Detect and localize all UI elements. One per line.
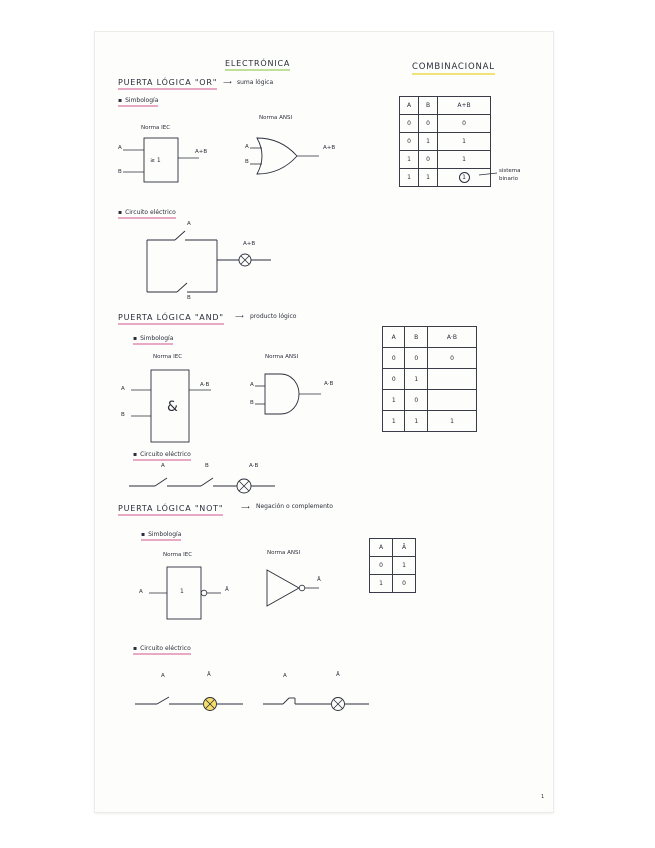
and-iec-function: & [167, 399, 178, 415]
and-truth-table [382, 326, 477, 432]
not-circuit-b-switch: A [283, 673, 287, 679]
or-tt-cell: 0 [400, 115, 419, 133]
or-iec-input-b: B [118, 169, 122, 175]
and-tt-cell [428, 369, 477, 390]
or-ansi-label: Norma ANSI [259, 115, 293, 121]
and-tt-header: A·B [428, 327, 477, 348]
and-ansi-input-b: B [250, 400, 254, 406]
and-section-title: PUERTA LÓGICA "AND" [118, 314, 224, 325]
not-circuit-a-output: Ā [207, 672, 211, 678]
or-tt-cell: 0 [418, 151, 437, 169]
and-tt-cell: 1 [405, 411, 428, 432]
and-iec-label: Norma IEC [153, 354, 183, 360]
not-meaning: Negación o complemento [256, 503, 333, 510]
not-circuit-diagram-b [263, 690, 375, 714]
not-ansi-output: Ā [317, 577, 321, 583]
not-iec-function: 1 [180, 588, 184, 595]
or-circuit-output: A+B [243, 241, 256, 247]
and-ansi-symbol [251, 370, 334, 420]
and-tt-cell: 0 [405, 390, 428, 411]
and-ansi-label: Norma ANSI [265, 354, 299, 360]
or-circuit-switch-a: A [187, 221, 191, 227]
not-arrow: ⟶ [241, 504, 250, 511]
or-section-title: PUERTA LÓGICA "OR" [118, 79, 217, 90]
and-arrow: ⟶ [235, 313, 244, 320]
or-ansi-output: A+B [323, 145, 336, 151]
or-tt-cell: 1 [400, 151, 419, 169]
and-tt-header: A [383, 327, 405, 348]
and-tt-cell: 1 [428, 411, 477, 432]
and-tt-cell: 1 [383, 411, 405, 432]
or-circuit-title: ▪ Circuito eléctrico [118, 210, 176, 219]
not-iec-symbol [145, 565, 235, 625]
not-iec-label: Norma IEC [163, 552, 193, 558]
and-simbologia: ▪ Simbología [133, 336, 173, 345]
or-tt-cell: 0 [438, 115, 491, 133]
page-title: ELECTRÓNICA [225, 60, 290, 71]
or-note-arrow [479, 170, 499, 180]
or-tt-cell: 1 [418, 169, 437, 187]
and-iec-output: A·B [200, 382, 210, 388]
and-ansi-output: A·B [324, 381, 334, 387]
or-tt-header: A+B [438, 97, 491, 115]
or-iec-output: A+B [195, 149, 208, 155]
or-truth-table [399, 96, 491, 187]
or-iec-function: ≥ 1 [150, 157, 161, 164]
and-tt-cell: 1 [405, 369, 428, 390]
page-category: COMBINACIONAL [412, 63, 495, 75]
or-meaning: suma lógica [237, 79, 274, 86]
not-circuit-b-output: Ā [336, 672, 340, 678]
not-section-title: PUERTA LÓGICA "NOT" [118, 505, 223, 516]
or-note: sistema binario [499, 168, 521, 182]
not-truth-table [369, 538, 416, 593]
or-tt-cell: 1 [418, 133, 437, 151]
and-meaning: producto lógico [250, 313, 297, 320]
not-tt-header: Ā [393, 539, 416, 557]
or-ansi-input-b: B [245, 159, 249, 165]
or-iec-label: Norma IEC [141, 125, 171, 131]
not-tt-cell: 1 [393, 557, 416, 575]
and-circuit-title: ▪ Circuito eléctrico [133, 452, 191, 461]
and-circuit-switch-a: A [161, 463, 165, 469]
or-tt-header: A [400, 97, 419, 115]
or-arrow: ⟶ [223, 79, 232, 86]
or-iec-input-a: A [118, 145, 122, 151]
or-tt-cell: 0 [400, 133, 419, 151]
and-circuit-diagram [127, 468, 297, 494]
and-iec-input-a: A [121, 386, 125, 392]
not-ansi-label: Norma ANSI [267, 550, 301, 556]
not-tt-header: A [370, 539, 393, 557]
and-tt-cell: 1 [383, 390, 405, 411]
not-ansi-symbol [253, 566, 343, 616]
not-tt-cell: 0 [393, 575, 416, 593]
not-circuit-diagram-a [135, 690, 247, 714]
or-circuit-diagram [125, 226, 275, 306]
not-tt-cell: 1 [370, 575, 393, 593]
page-number: 1 [541, 794, 545, 800]
or-ansi-symbol [245, 132, 325, 182]
and-circuit-switch-b: B [205, 463, 209, 469]
or-tt-header: B [418, 97, 437, 115]
not-tt-cell: 0 [370, 557, 393, 575]
and-tt-cell: 0 [383, 369, 405, 390]
or-ansi-input-a: A [245, 144, 249, 150]
and-circuit-output: A·B [249, 463, 259, 469]
and-ansi-input-a: A [250, 382, 254, 388]
not-circuit-a-switch: A [161, 673, 165, 679]
not-iec-output: Ā [225, 587, 229, 593]
and-tt-cell: 0 [428, 348, 477, 369]
not-iec-input-a: A [139, 589, 143, 595]
or-simbologia: ▪ Simbología [118, 98, 158, 107]
and-tt-cell: 0 [383, 348, 405, 369]
not-circuit-title: ▪ Circuito eléctrico [133, 646, 191, 655]
or-tt-cell: 0 [418, 115, 437, 133]
not-simbologia: ▪ Simbología [141, 532, 181, 541]
and-iec-input-b: B [121, 412, 125, 418]
and-tt-cell [428, 390, 477, 411]
and-tt-header: B [405, 327, 428, 348]
or-circuit-switch-b: B [187, 295, 191, 301]
or-tt-cell: 1 [438, 133, 491, 151]
notebook-page [95, 32, 553, 812]
or-tt-cell: 1 [400, 169, 419, 187]
and-tt-cell: 0 [405, 348, 428, 369]
or-tt-circled-cell: 1 [459, 172, 470, 183]
or-tt-cell: 1 [438, 151, 491, 169]
